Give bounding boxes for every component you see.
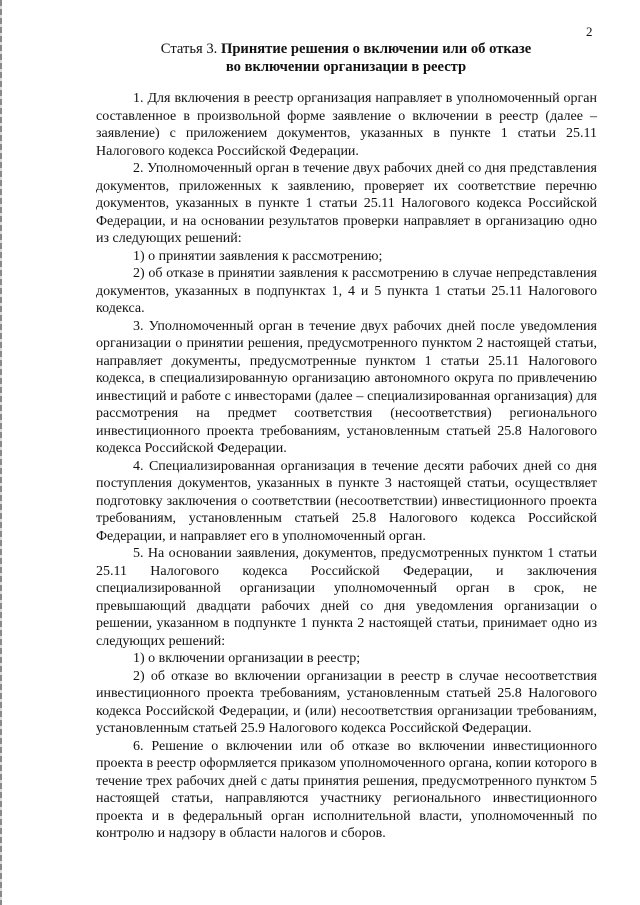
paragraph-5-item-1: 1) о включении организации в реестр; [133, 651, 361, 666]
article-heading [96, 40, 596, 76]
paragraph-5: 5. На основании заявления, документов, предусмотренных пунктом 1 статьи 25.11 Налогового кодекса Российской Федерации, и заключения специализированной организации уполномоченный орган в срок, не превышающий двадцати рабочих дней со дня уведомления организации о решении, указанном в подпункте 1 пункта 2 настоящей статьи, принимает одно из следующих решений: [96, 546, 597, 649]
paragraph-5-item-2: 2) об отказе во включении организации в реестр в случае несоответствия инвестиционного проекта требованиям, установленным статьей 25.8 Налогового кодекса Российской Федерации, и (или) несоответствия организации требованиям, установленным статьей 25.9 Налогового кодекса Российской Федерации. [96, 668, 597, 736]
paragraph-1: 1. Для включения в реестр организация направляет в уполномоченный орган составленное в произвольной форме заявление о включении в реестр (далее – заявление) с приложением документов, указанных в пункте 1 статьи 25.11 Налогового кодекса Российской Федерации. [96, 91, 597, 159]
page-number: 2 [586, 24, 593, 39]
paragraph-4: 4. Специализированная организация в течение десяти рабочих дней со дня поступления документов, указанных в пункте 3 настоящей статьи, осуществляет подготовку заключения о соответствии (несоответствии) инвестиционного проекта требованиям, установленным статьей 25.8 Налогового кодекса Российской Федерации, и направляет его в уполномоченный орган. [96, 458, 597, 544]
article-number: Статья 3. [160, 41, 221, 57]
paragraph-2: 2. Уполномоченный орган в течение двух рабочих дней со дня представления документов, приложенных к заявлению, проверяет их соответствие перечню документов, указанных в пункте 1 статьи 25.11 Налогового кодекса Российской Федерации, и на основании результатов проверки направляет в организацию одно из следующих решений: [96, 161, 597, 246]
paragraph-2-item-1: 1) о принятии заявления к рассмотрению; [133, 248, 383, 264]
paragraph-2-item-2: 2) об отказе в принятии заявления к рассмотрению в случае непредставления документов, указанных в подпунктах 1, 4 и 5 пункта 1 статьи 25.11 Налогового кодекса. [96, 266, 597, 316]
article-title-line2: во включении организации в реестр [225, 59, 467, 75]
article-body [96, 90, 597, 843]
paragraph-3: 3. Уполномоченный орган в течение двух рабочих дней после уведомления организации о принятии решения, предусмотренного пунктом 2 настоящей статьи, направляет документы, предусмотренные пунктом 1 статьи 25.11 Налогового кодекса, в специализированную организацию автономного округа по привлечению инвестиций и работе с инвесторами (далее – специализированная организация) для рассмотрения на предмет соответствия (несоответствия) регионального инвестиционного проекта требованиям, установленным статьей 25.8 Налогового кодекса Российской Федерации. [96, 318, 597, 456]
page-edge [0, 0, 2, 905]
paragraph-6: 6. Решение о включении или об отказе во включении инвестиционного проекта в реестр оформляется приказом уполномоченного органа, копии которого в течение трех рабочих дней с даты принятия решения, предусмотренного пунктом 5 настоящей статьи, направляются участнику регионального инвестиционного проекта и в федеральный орган исполнительной власти, уполномоченный по контролю и надзору в области налогов и сборов. [96, 738, 597, 841]
article-title-line1: Принятие решения о включении или об отказе [220, 41, 532, 57]
